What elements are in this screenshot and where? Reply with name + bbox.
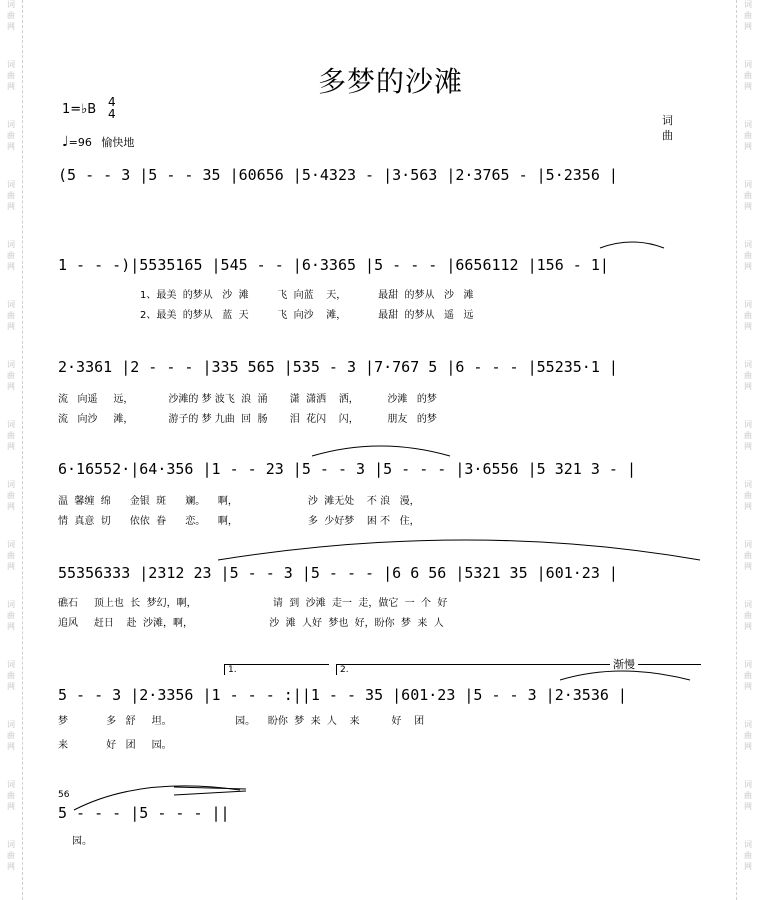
watermark-glyph: 曲 [744, 551, 752, 560]
tempo-word: 愉快地 [101, 136, 135, 149]
watermark-glyph: 词 [744, 660, 752, 669]
watermark-glyph: 词 [744, 360, 752, 369]
watermark-glyph: 网 [744, 202, 752, 211]
watermark-glyph: 网 [744, 742, 752, 751]
lyric-row-2-verse-2: 2、最美 的梦从 蓝 天 飞 向沙 滩， 最甜 的梦从 遥 远 [140, 310, 474, 321]
notation-row-3: 2·3361 |2 - - - |335 565 |535 - 3 |7·767 5 |6 - - - |55235·1 | [58, 358, 618, 376]
watermark-glyph: 网 [744, 22, 752, 31]
watermark-glyph: 曲 [7, 11, 15, 20]
ritardando-mark: 渐慢 [610, 656, 638, 672]
watermark-glyph: 词 [7, 60, 15, 69]
watermark-glyph: 曲 [7, 371, 15, 380]
notation-row-6: 5 - - 3 |2·3356 |1 - - - :||1 - - 35 |601·23 |5 - - 3 |2·3536 | [58, 686, 627, 704]
volta-bracket-1: 1. [224, 664, 329, 675]
watermark-glyph: 曲 [744, 791, 752, 800]
watermark-glyph: 网 [744, 322, 752, 331]
lyric-row-4-verse-1: 温 馨缠 绵 金银 斑 斓。 啊， 沙 滩无处 不 浪 漫， [58, 496, 420, 507]
lyric-row-3-verse-1: 流 向遥 远， 沙滩的 梦 波飞 浪 涌 潇 潇洒 洒， 沙滩 的梦 [58, 394, 437, 405]
watermark-glyph: 词 [7, 840, 15, 849]
notation-row-7: 5 - - - |5 - - - || [58, 804, 230, 822]
watermark-glyph: 曲 [7, 491, 15, 500]
watermark-glyph: 网 [7, 862, 15, 871]
lyricist-label: 词 [662, 114, 673, 127]
watermark-glyph: 曲 [7, 731, 15, 740]
watermark-glyph: 曲 [7, 191, 15, 200]
song-title: 多梦的沙滩 [318, 65, 464, 98]
watermark-glyph: 词 [7, 300, 15, 309]
watermark-glyph: 网 [744, 82, 752, 91]
watermark-glyph: 曲 [744, 71, 752, 80]
watermark-glyph: 曲 [744, 371, 752, 380]
watermark-glyph: 网 [7, 562, 15, 571]
watermark-glyph: 网 [7, 322, 15, 331]
watermark-glyph: 词 [7, 0, 15, 9]
watermark-glyph: 词 [7, 360, 15, 369]
watermark-glyph: 词 [7, 540, 15, 549]
watermark-glyph: 词 [744, 180, 752, 189]
lyric-row-2-verse-1: 1、最美 的梦从 沙 滩 飞 向蓝 天， 最甜 的梦从 沙 滩 [140, 290, 474, 301]
watermark-glyph: 曲 [7, 791, 15, 800]
watermark-glyph: 曲 [7, 71, 15, 80]
quarter-note-icon: ♩ [62, 134, 69, 150]
watermark-glyph: 曲 [7, 551, 15, 560]
watermark-glyph: 网 [7, 22, 15, 31]
watermark-glyph: 网 [744, 562, 752, 571]
notation-row-1: (5 - - 3 |5 - - 35 |60656 |5·4323 - |3·563 |2·3765 - |5·2356 | [58, 166, 618, 184]
lyric-row-5-verse-1: 礁石 顶上也 长 梦幻，啊， 请 到 沙滩 走一 走，做它 一 个 好 [58, 598, 448, 609]
watermark-glyph: 网 [744, 442, 752, 451]
watermark-glyph: 曲 [7, 431, 15, 440]
watermark-glyph: 曲 [7, 311, 15, 320]
notation-row-4: 6·16552·|64·356 |1 - - 23 |5 - - 3 |5 - - - |3·6556 |5 321 3 - | [58, 460, 636, 478]
watermark-glyph: 词 [7, 420, 15, 429]
watermark-glyph: 曲 [7, 131, 15, 140]
watermark-glyph: 词 [744, 240, 752, 249]
time-sig-top: 4 [108, 95, 116, 109]
decrescendo-hairpin [172, 784, 248, 798]
watermark-glyph: 曲 [744, 11, 752, 20]
lyric-row-7-verse-1: 园。 [72, 836, 92, 847]
watermark-glyph: 词 [7, 720, 15, 729]
watermark-glyph: 网 [7, 682, 15, 691]
watermark-glyph: 词 [744, 540, 752, 549]
watermark-glyph: 网 [7, 622, 15, 631]
watermark-glyph: 词 [744, 720, 752, 729]
watermark-glyph: 词 [744, 600, 752, 609]
watermark-glyph: 网 [744, 142, 752, 151]
watermark-glyph: 网 [744, 802, 752, 811]
lyric-row-3-verse-2: 流 向沙 滩， 游子的 梦 九曲 回 肠 泪 花闪 闪， 朋友 的梦 [58, 414, 437, 425]
watermark-glyph: 网 [7, 502, 15, 511]
right-watermark-strip [736, 0, 759, 900]
watermark-glyph: 网 [7, 262, 15, 271]
watermark-glyph: 曲 [744, 611, 752, 620]
watermark-glyph: 网 [7, 142, 15, 151]
watermark-glyph: 网 [744, 622, 752, 631]
watermark-glyph: 曲 [744, 251, 752, 260]
watermark-glyph: 词 [7, 240, 15, 249]
lyric-row-5-verse-2: 追风 赶日 赴 沙滩，啊， 沙 滩 人好 梦也 好，盼你 梦 来 人 [58, 618, 444, 629]
watermark-glyph: 词 [744, 840, 752, 849]
watermark-glyph: 曲 [744, 851, 752, 860]
watermark-glyph: 曲 [744, 671, 752, 680]
lyric-row-6-verse-1: 梦 多 舒 坦。 园。 盼你 梦 来 人 来 好 团 [58, 716, 425, 727]
watermark-glyph: 曲 [7, 671, 15, 680]
watermark-glyph: 词 [7, 180, 15, 189]
lyric-row-4-verse-2: 情 真意 切 依依 眷 恋。 啊， 多 少好梦 困 不 住， [58, 516, 420, 527]
watermark-glyph: 网 [744, 502, 752, 511]
watermark-glyph: 曲 [7, 611, 15, 620]
watermark-glyph: 曲 [744, 491, 752, 500]
watermark-glyph: 词 [744, 480, 752, 489]
tempo-marking [62, 134, 134, 150]
watermark-glyph: 词 [744, 120, 752, 129]
left-watermark-strip [0, 0, 23, 900]
watermark-glyph: 词 [7, 780, 15, 789]
watermark-glyph: 网 [7, 382, 15, 391]
watermark-glyph: 词 [744, 60, 752, 69]
watermark-glyph: 曲 [7, 851, 15, 860]
key-signature: 1=♭B [62, 102, 97, 117]
watermark-glyph: 词 [7, 120, 15, 129]
notation-row-2: 1 - - -)|5535165 |545 - - |6·3365 |5 - - - |6656112 |156 - 1| [58, 256, 609, 274]
grace-notes: 56 [58, 790, 70, 800]
watermark-glyph: 词 [7, 600, 15, 609]
watermark-glyph: 词 [7, 480, 15, 489]
watermark-glyph: 曲 [744, 311, 752, 320]
watermark-glyph: 网 [7, 742, 15, 751]
tempo-value: =96 [68, 136, 92, 149]
watermark-glyph: 网 [7, 802, 15, 811]
lyric-row-6-verse-2: 来 好 团 园。 [58, 740, 172, 751]
composer-label: 曲 [662, 129, 673, 142]
volta-bracket-2: 2. [336, 664, 701, 675]
watermark-glyph: 曲 [744, 731, 752, 740]
watermark-glyph: 曲 [744, 131, 752, 140]
watermark-glyph: 词 [744, 780, 752, 789]
watermark-glyph: 网 [7, 202, 15, 211]
watermark-glyph: 曲 [744, 191, 752, 200]
watermark-glyph: 词 [744, 420, 752, 429]
watermark-glyph: 词 [744, 300, 752, 309]
watermark-glyph: 网 [744, 682, 752, 691]
watermark-glyph: 网 [744, 862, 752, 871]
watermark-glyph: 网 [7, 442, 15, 451]
notation-row-5: 55356333 |2312 23 |5 - - 3 |5 - - - |6 6 56 |5321 35 |601·23 | [58, 564, 618, 582]
watermark-glyph: 词 [7, 660, 15, 669]
watermark-glyph: 网 [744, 262, 752, 271]
watermark-glyph: 词 [744, 0, 752, 9]
watermark-glyph: 网 [744, 382, 752, 391]
watermark-glyph: 曲 [7, 251, 15, 260]
time-signature [108, 96, 116, 120]
time-sig-bottom: 4 [108, 107, 116, 121]
watermark-glyph: 网 [7, 82, 15, 91]
watermark-glyph: 曲 [744, 431, 752, 440]
